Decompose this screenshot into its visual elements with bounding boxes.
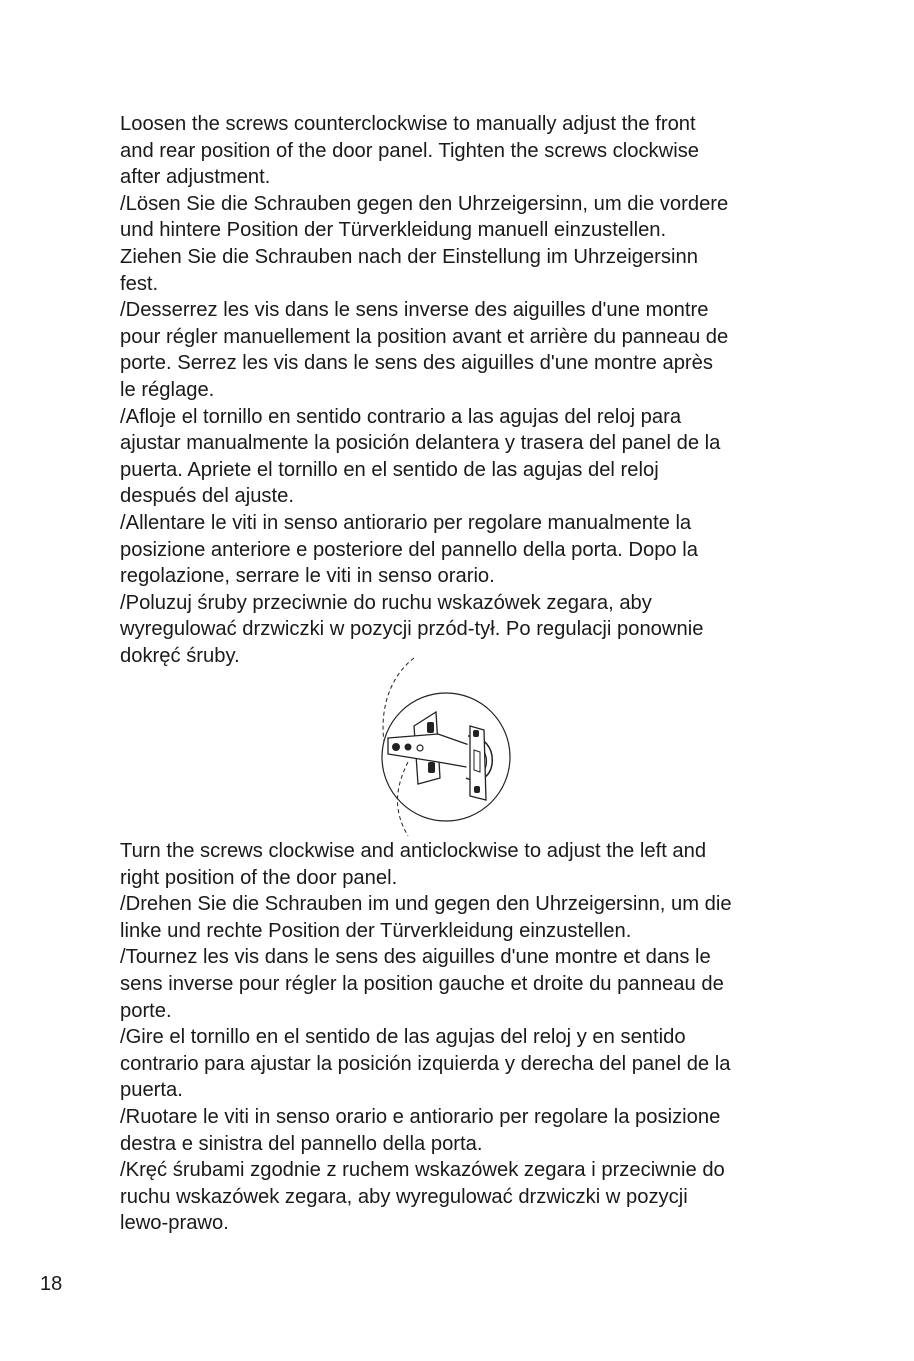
- page-number: 18: [40, 1273, 63, 1295]
- hinge-adjustment-diagram-icon: [370, 650, 530, 840]
- front-rear-adjustment-instructions: Loosen the screws counterclockwise to manually adjust the front and rear position of the door panel. Tighten the screws clockwise after adjustment. /Lösen Sie die Schrauben gegen den Uhrzeigersinn, um die vordere und hintere Position der Türverkleidung manuell einzustellen. Ziehen Sie die Schrauben nach der Einstellung im Uhrzeigersinn fest. /Desserrez les vis dans le sens inverse des aiguilles d'une montre pour régler manuellement la position avant et arrière du panneau de porte. Serrez les vis dans le sens des aiguilles d'une montre après le réglage. /Afloje el tornillo en sentido contrario a las agujas del reloj para ajustar manualmente la posición delantera y trasera del panel de la puerta. Apriete el tornillo en el sentido de las agujas del reloj después del ajuste. /Allentare le viti in senso antiorario per regolare manualmente la posizione anteriore e posteriore del pannello della porta. Dopo la regolazione, serrare le viti in senso orario. /Poluzuj śruby przeciwnie do ruchu wskazówek zegara, aby wyregulować drzwiczki w pozycji przód-tył. Po regulacji ponownie dokręć śruby.: [120, 113, 729, 667]
- left-right-adjustment-instructions: Turn the screws clockwise and anticlockwise to adjust the left and right position of the door panel. /Drehen Sie die Schrauben im und gegen den Uhrzeigersinn, um die linke und rechte Position der Türverkleidung einzustellen. /Tournez les vis dans le sens des aiguilles d'une montre et dans le sens inverse pour régler la position gauche et droite du panneau de porte. /Gire el tornillo en el sentido de las agujas del reloj y en sentido contrario para ajustar la posición izquierda y derecha del panel de la puerta. /Ruotare le viti in senso orario e antiorario per regolare la posizione destra e sinistra del pannello della porta. /Kręć śrubami zgodnie z ruchem wskazówek zegara i przeciwnie do ruchu wskazówek zegara, aby wyregulować drzwiczki w pozycji lewo-prawo.: [120, 840, 732, 1235]
